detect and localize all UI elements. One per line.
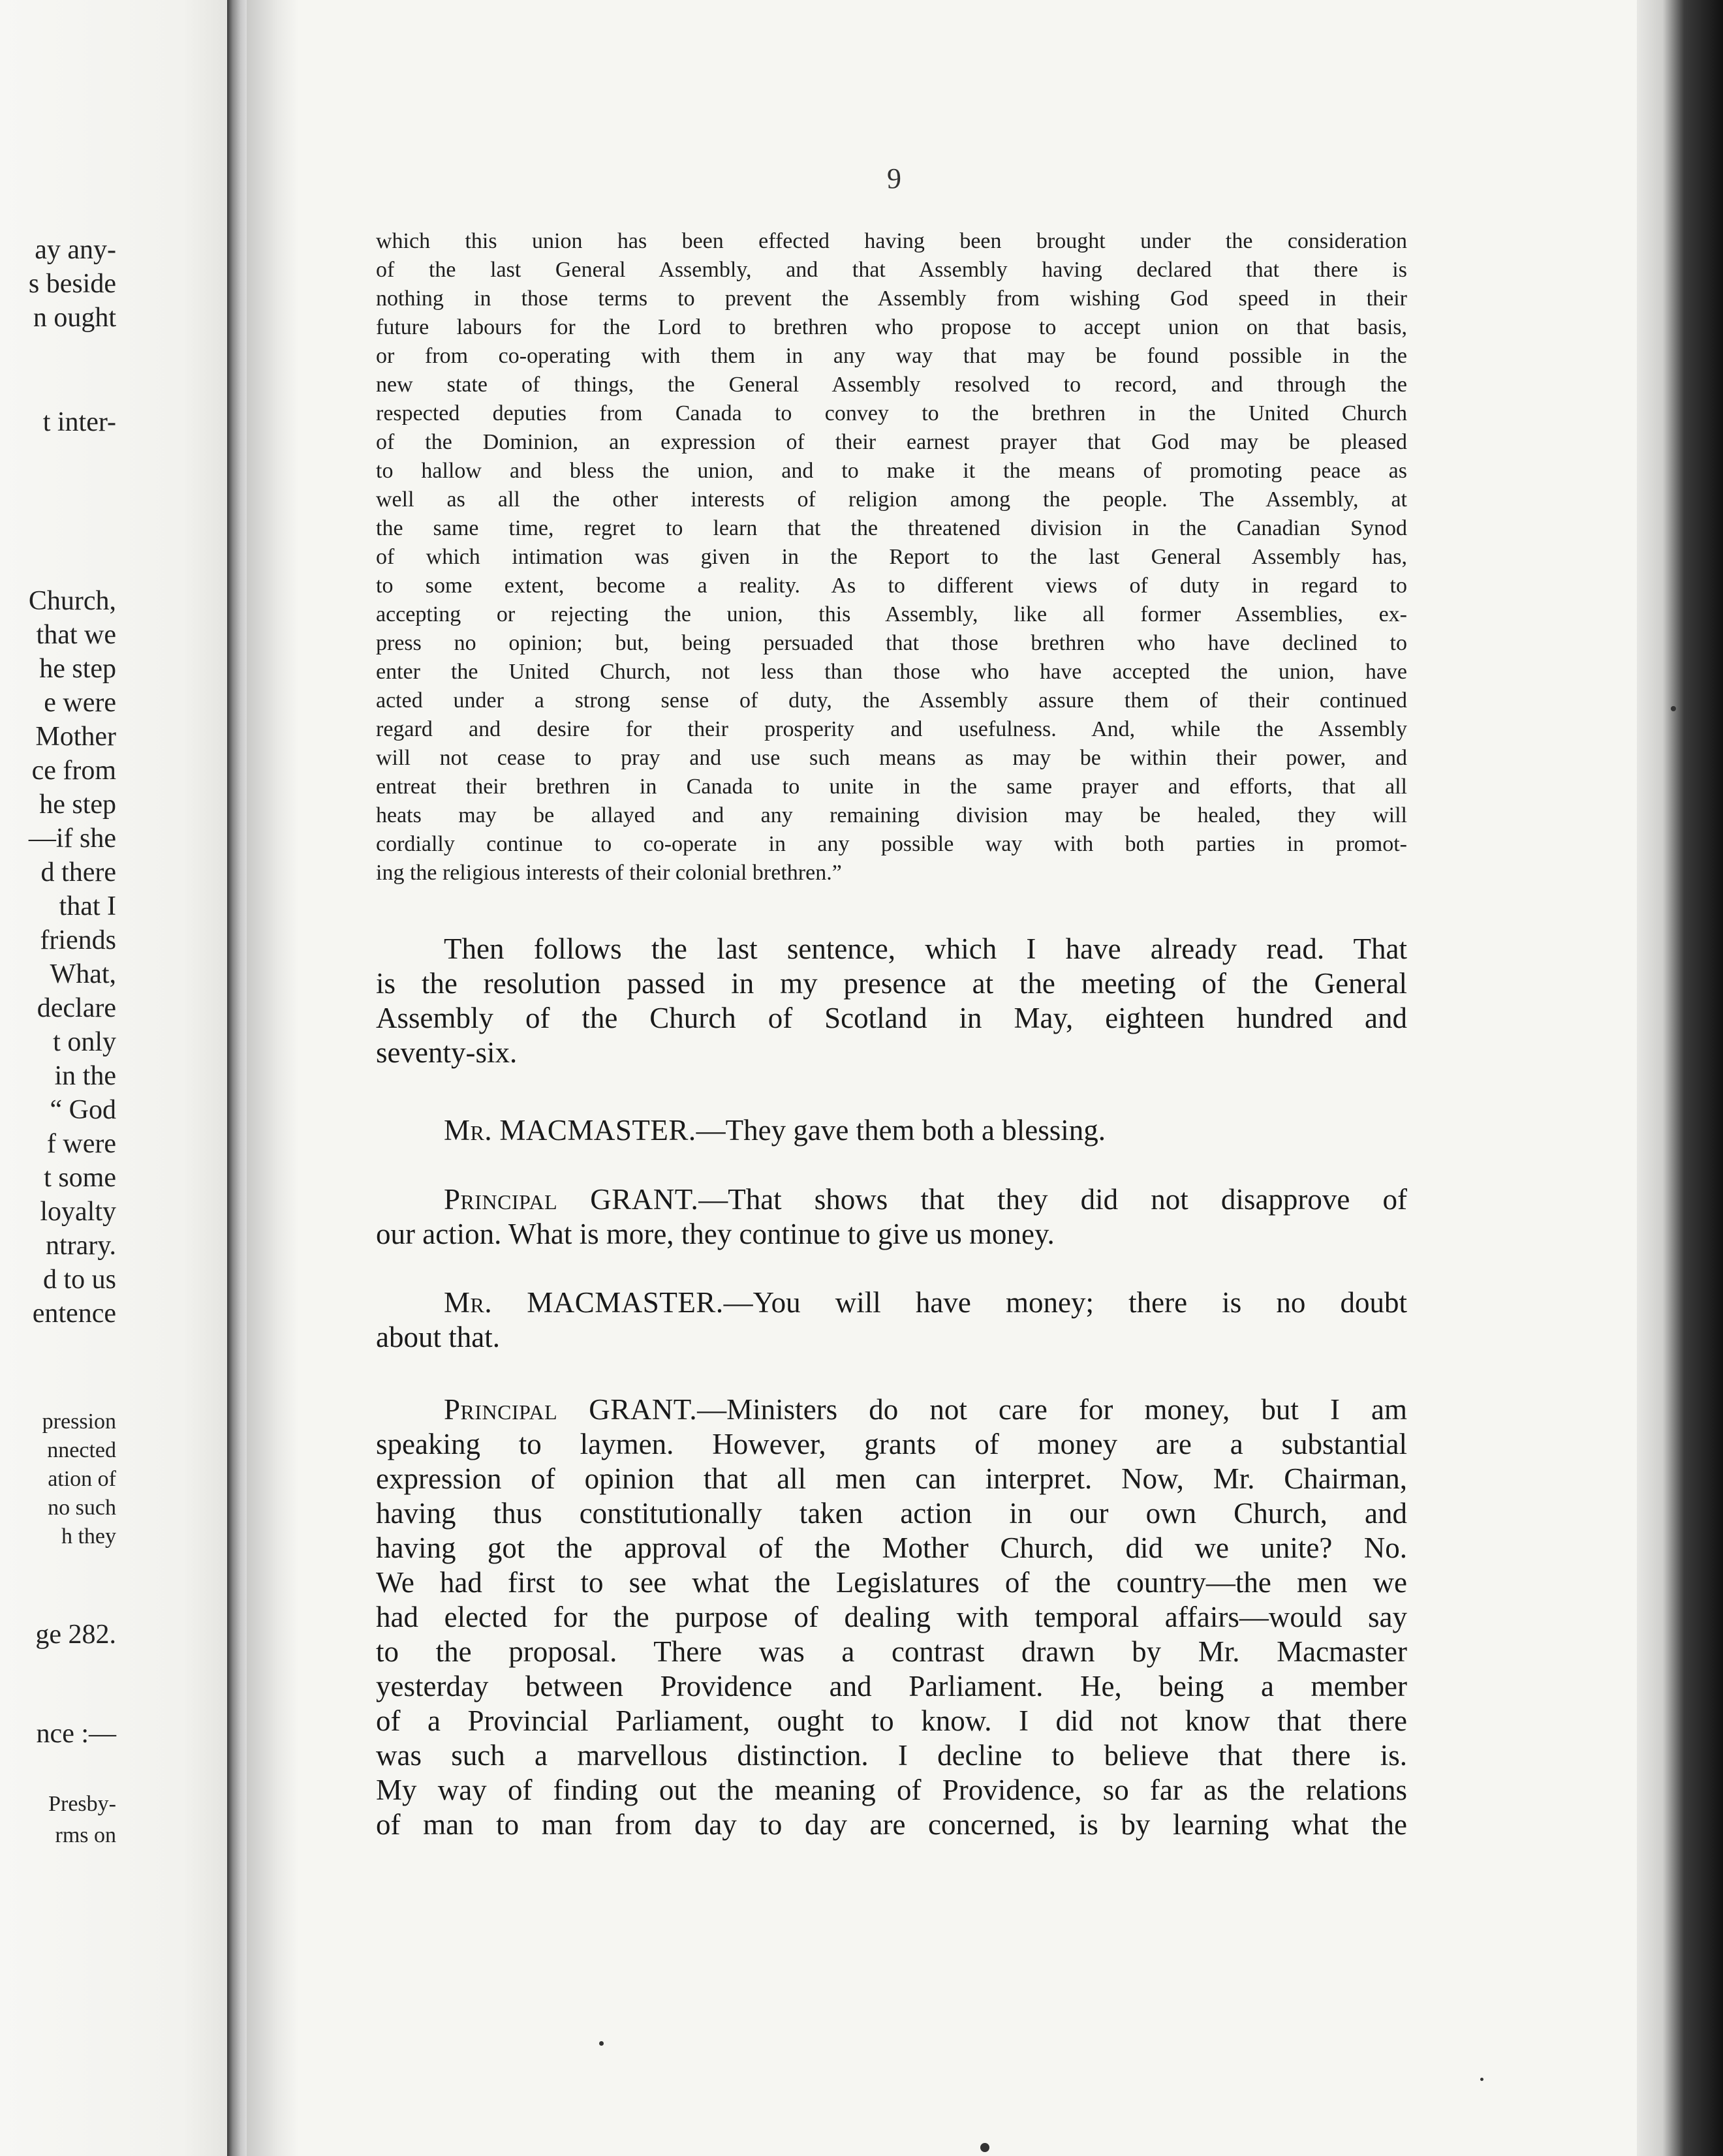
left-page-fragment: ation of (48, 1467, 116, 1491)
paragraph-grant-disapprove (376, 1182, 1407, 1252)
speaker-name: GRANT. (589, 1393, 698, 1426)
speaker-name: MACMASTER. (499, 1114, 696, 1147)
quote-line: entreat their brethren in Canada to unite in the same prayer and efforts, that all (376, 775, 1407, 799)
speaker-title: Principal (444, 1393, 558, 1426)
dust-speck (1480, 2078, 1483, 2081)
quote-line: of the last General Assembly, and that Assembly having declared that there is (376, 258, 1407, 282)
left-page-fragment: ge 282. (35, 1620, 116, 1650)
quote-line: acted under a strong sense of duty, the Assembly assure them of their continued (376, 688, 1407, 713)
paragraph-line: of man to man from day to day are concerned, is by learning what the (376, 1808, 1407, 1841)
quote-line: or from co-operating with them in any way that may be found possible in the (376, 344, 1407, 368)
paragraph-macmaster-blessing (376, 1113, 1407, 1148)
gutter-shadow (247, 0, 299, 2156)
paragraph-last-sentence (376, 932, 1407, 1070)
paragraph-line: Assembly of the Church of Scotland in May, eighteen hundred and (376, 1002, 1407, 1034)
left-page-fragment: t inter- (42, 407, 116, 437)
speaker-title: Mr. (444, 1286, 493, 1319)
paragraph-line: had elected for the purpose of dealing with temporal affairs—would say (376, 1601, 1407, 1633)
left-page-fragment: nnected (47, 1438, 116, 1462)
page-number: 9 (887, 162, 901, 194)
left-page-fragment: “ God (50, 1095, 116, 1125)
left-page-fragment: t some (44, 1163, 116, 1193)
quoted-resolution (376, 227, 1407, 887)
left-page-fragment: friends (40, 925, 116, 955)
quote-line: ing the religious interests of their colonial brethren.” (376, 861, 842, 885)
left-page-fragment: pression (42, 1409, 116, 1434)
quote-line: cordially continue to co-operate in any possible way with both parties in promot- (376, 832, 1407, 856)
paragraph-line (376, 1393, 1407, 1427)
left-page-fragment: —if she (28, 824, 116, 854)
paragraph-line: is the resolution passed in my presence at the meeting of the General (376, 967, 1407, 1000)
quote-line: the same time, regret to learn that the threatened division in the Canadian Synod (376, 516, 1407, 540)
left-page-fragment: entence (32, 1299, 116, 1329)
paragraph-line: about that. (376, 1321, 500, 1353)
left-page-fragment: n ought (33, 303, 116, 333)
quote-line: new state of things, the General Assembly resolved to record, and through the (376, 373, 1407, 397)
quote-line: enter the United Church, not less than those who have accepted the union, have (376, 660, 1407, 684)
left-page-fragment: no such (48, 1496, 116, 1520)
paragraph-line: My way of finding out the meaning of Providence, so far as the relations (376, 1774, 1407, 1806)
left-page-fragment: loyalty (40, 1197, 116, 1227)
left-page-fragment: Church, (28, 586, 116, 616)
quote-line: which this union has been effected having been brought under the consideration (376, 229, 1407, 253)
left-page-fragment: d to us (42, 1265, 116, 1295)
quote-line: press no opinion; but, being persuaded that those brethren who have declined to (376, 631, 1407, 655)
left-page-fragment: that I (59, 891, 116, 921)
speaker-name: MACMASTER. (527, 1286, 724, 1319)
left-page-fragment: t only (53, 1027, 116, 1057)
dust-speck (599, 2041, 604, 2046)
left-page-fragment: he step (39, 790, 116, 820)
quote-line: nothing in those terms to prevent the Assembly from wishing God speed in their (376, 286, 1407, 311)
speaker-title: Mr. (444, 1114, 493, 1147)
quote-line: of which intimation was given in the Report to the last General Assembly has, (376, 545, 1407, 569)
speaker-title: Principal (444, 1183, 558, 1216)
quote-line: future labours for the Lord to brethren who propose to accept union on that basis, (376, 315, 1407, 339)
quote-line: to hallow and bless the union, and to make it the means of promoting peace as (376, 459, 1407, 483)
quote-line: to some extent, become a reality. As to different views of duty in regard to (376, 574, 1407, 598)
left-page-fragment: nce :— (36, 1719, 116, 1749)
page-edge (1637, 0, 1723, 2156)
book-gutter (227, 0, 247, 2156)
paragraph-line: our action. What is more, they continue to give us money. (376, 1218, 1055, 1250)
speech-text: —They gave them both a blessing. (696, 1114, 1106, 1147)
left-page-fragment: that we (36, 620, 116, 650)
quote-line: of the Dominion, an expression of their earnest prayer that God may be pleased (376, 430, 1407, 454)
left-page-fragment: s beside (28, 269, 116, 299)
left-page-fragment: ay any- (35, 235, 116, 265)
left-page-fragment: ce from (31, 756, 116, 786)
left-page-fragment: e were (44, 688, 116, 718)
speaker-name: GRANT. (590, 1183, 699, 1216)
paragraph-line: of a Provincial Parliament, ought to know. I did not know that there (376, 1704, 1407, 1737)
left-page-fragment: in the (54, 1061, 116, 1091)
left-facing-page (0, 0, 228, 2156)
paragraph-macmaster-money (376, 1286, 1407, 1355)
left-page-fragment: ntrary. (45, 1231, 116, 1261)
left-page-fragment: rms on (55, 1823, 116, 1847)
paragraph-line: speaking to laymen. However, grants of money are a substantial (376, 1428, 1407, 1460)
left-page-fragment: he step (39, 654, 116, 684)
left-page-fragment: Presby- (48, 1792, 116, 1816)
quote-line: regard and desire for their prosperity and usefulness. And, while the Assembly (376, 717, 1407, 741)
paragraph-line: yesterday between Providence and Parliament. He, being a member (376, 1670, 1407, 1702)
paragraph-line: having got the approval of the Mother Church, did we unite? No. (376, 1532, 1407, 1564)
paragraph-line (376, 1182, 1407, 1217)
left-page-fragment: declare (37, 993, 116, 1023)
quote-line: will not cease to pray and use such means as may be within their power, and (376, 746, 1407, 770)
paragraph-line: We had first to see what the Legislatures of the country—the men we (376, 1566, 1407, 1599)
quote-line: heats may be allayed and any remaining division may be healed, they will (376, 803, 1407, 827)
paragraph-line: having thus constitutionally taken action in our own Church, and (376, 1497, 1407, 1530)
left-page-fragment: d there (40, 857, 116, 887)
left-page-fragment: h they (61, 1524, 116, 1548)
speech-text: —That shows that they did not disapprove of (698, 1183, 1407, 1216)
quote-line: well as all the other interests of religion among the people. The Assembly, at (376, 487, 1407, 512)
paragraph-line: to the proposal. There was a contrast drawn by Mr. Macmaster (376, 1635, 1407, 1668)
left-page-fragment: f were (46, 1129, 116, 1159)
speech-text: —You will have money; there is no doubt (723, 1286, 1408, 1319)
paragraph-line: seventy-six. (376, 1036, 518, 1069)
quote-line: accepting or rejecting the union, this Assembly, like all former Assemblies, ex- (376, 602, 1407, 626)
quote-line: respected deputies from Canada to convey to the brethren in the United Church (376, 401, 1407, 425)
paragraph-line: expression of opinion that all men can interpret. Now, Mr. Chairman, (376, 1462, 1407, 1495)
left-page-fragment: What, (50, 959, 116, 989)
paragraph-line (376, 1113, 1407, 1148)
speech-text: —Ministers do not care for money, but I am (697, 1393, 1407, 1426)
paragraph-grant-ministers (376, 1393, 1407, 1842)
paragraph-line: Then follows the last sentence, which I have already read. That (444, 932, 1407, 965)
left-page-fragment: Mother (35, 722, 116, 752)
dust-speck (1671, 706, 1676, 711)
paragraph-line: was such a marvellous distinction. I decline to believe that there is. (376, 1739, 1407, 1772)
dust-speck (980, 2143, 989, 2152)
paragraph-line (376, 1286, 1407, 1320)
